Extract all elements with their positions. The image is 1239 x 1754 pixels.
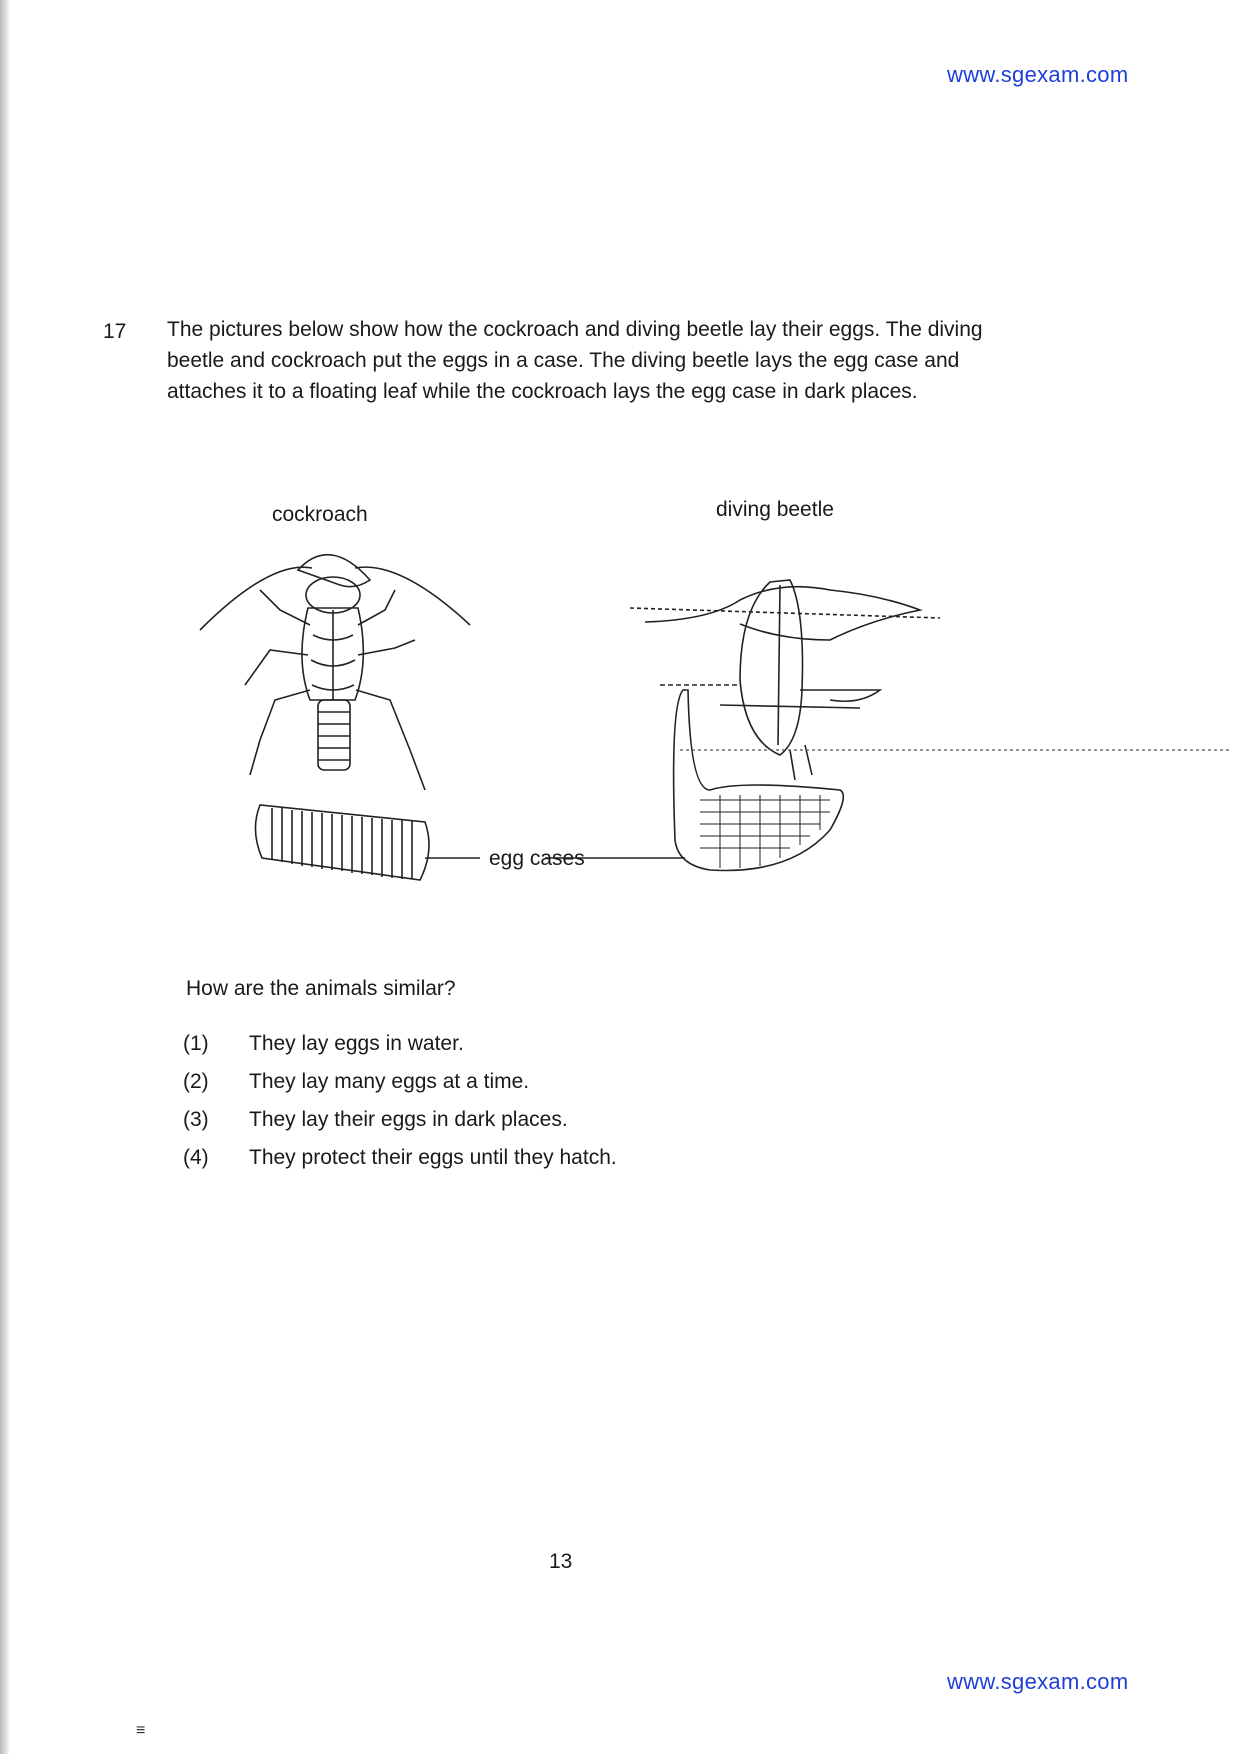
option-number: (2) xyxy=(183,1070,209,1093)
option-number: (1) xyxy=(183,1032,209,1055)
option-1[interactable] xyxy=(183,1025,617,1063)
footer-mark: ≡ xyxy=(136,1722,146,1739)
diving-beetle-label: diving beetle xyxy=(716,498,834,521)
option-number: (3) xyxy=(183,1108,209,1131)
option-text: They lay their eggs in dark places. xyxy=(249,1108,568,1131)
option-4[interactable] xyxy=(183,1139,617,1177)
page-number: 13 xyxy=(549,1550,573,1573)
header-website-link[interactable]: www.sgexam.com xyxy=(947,62,1129,87)
option-text: They protect their eggs until they hatch. xyxy=(249,1146,617,1169)
option-3[interactable] xyxy=(183,1101,617,1139)
question-prompt: How are the animals similar? xyxy=(186,977,456,1000)
option-text: They lay many eggs at a time. xyxy=(249,1070,530,1093)
option-text: They lay eggs in water. xyxy=(249,1032,464,1055)
footer-website-link[interactable]: www.sgexam.com xyxy=(947,1669,1129,1694)
question-stem: The pictures below show how the cockroach and diving beetle lay their eggs. The diving beetle and cockroach put the eggs in a case. The diving beetle lays the egg case and attaches it to a floating leaf while the cockroach lays the egg case in dark places. xyxy=(167,318,983,403)
cockroach-label: cockroach xyxy=(272,503,368,526)
question-number: 17 xyxy=(103,320,127,343)
egg-cases-label: egg cases xyxy=(489,847,585,870)
cockroach-egg-case xyxy=(255,805,480,880)
scan-left-edge xyxy=(0,0,9,1754)
option-2[interactable] xyxy=(183,1063,617,1101)
egg-laying-figure xyxy=(180,540,1239,920)
cockroach-illustration xyxy=(200,555,470,790)
answer-options xyxy=(183,1025,617,1177)
option-number: (4) xyxy=(183,1146,209,1169)
